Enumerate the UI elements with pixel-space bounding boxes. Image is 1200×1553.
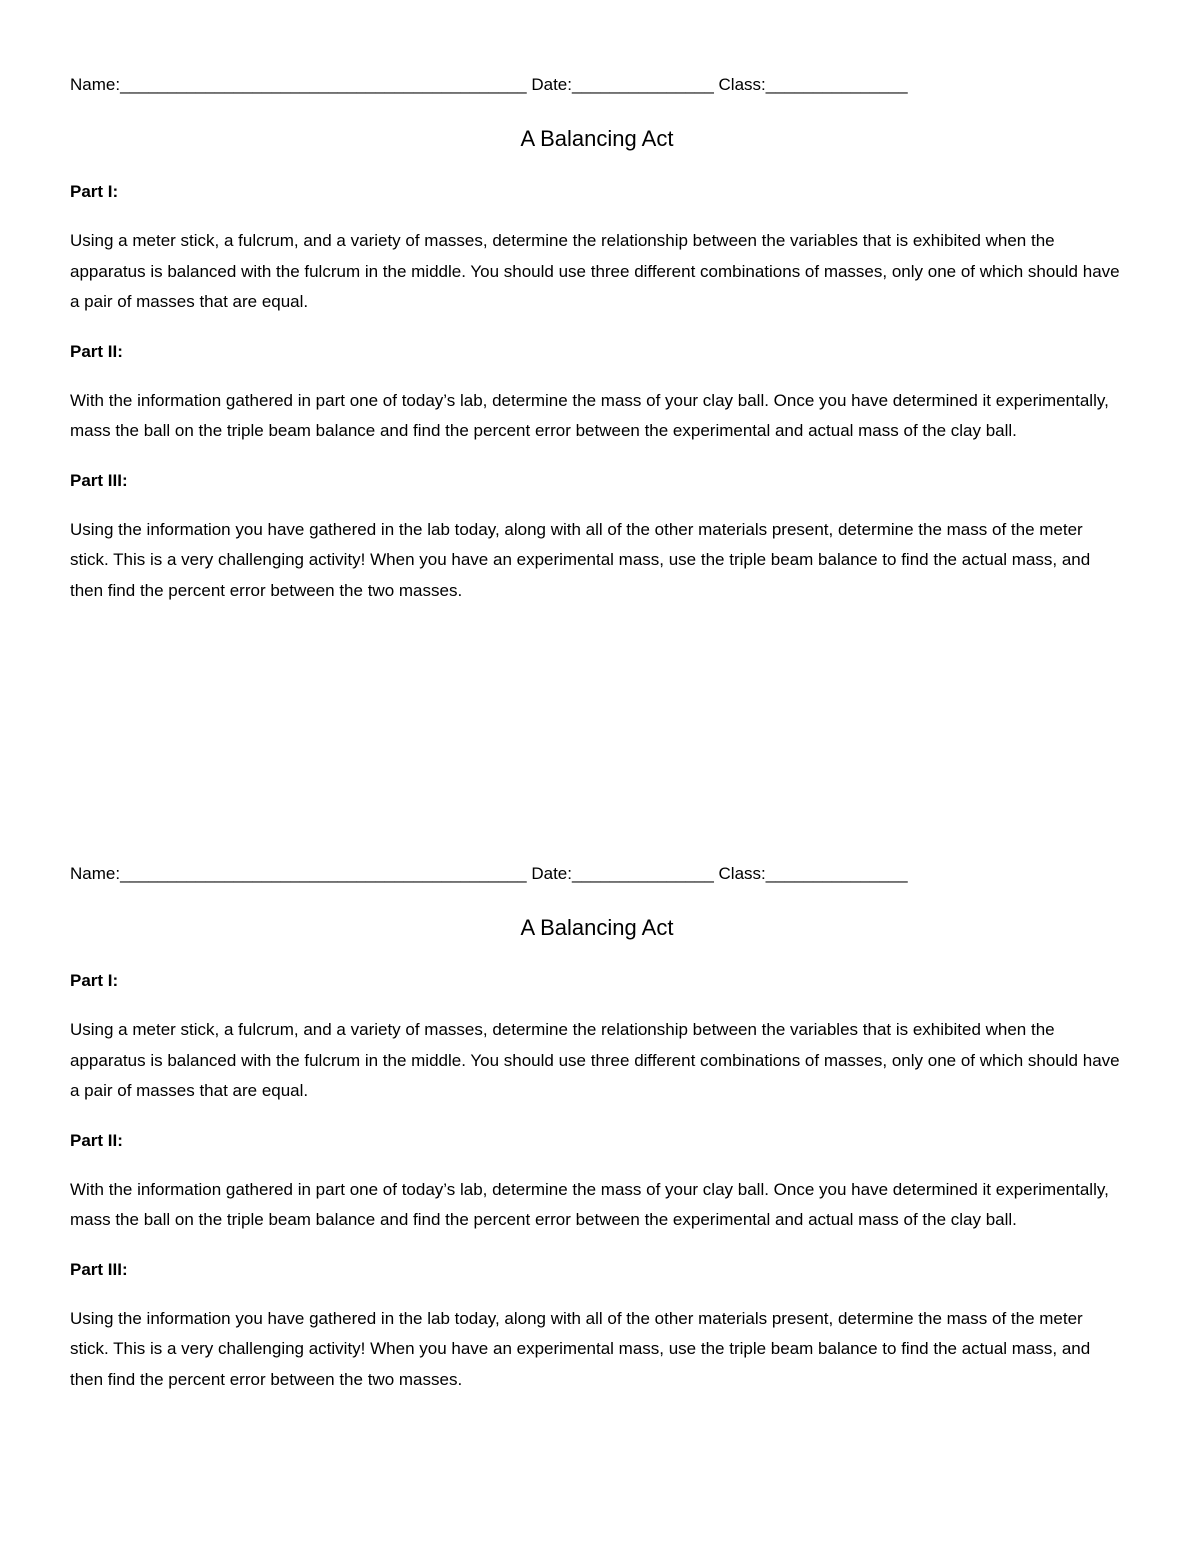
worksheet-title: A Balancing Act (520, 126, 674, 151)
part-3-instructions: Using the information you have gathered in the lab today, along with all of the other materials present, determine the mass of the meter stick. This is a very challenging activity! When you have an experimental mass, use the triple beam balance to find the actual mass, and then find the percent error between the two masses. (70, 519, 1091, 600)
part-2-heading: Part II: (70, 1130, 123, 1150)
part-2-heading: Part II: (70, 341, 123, 361)
worksheet-top (70, 72, 1130, 606)
part-2-instructions: With the information gathered in part one of today’s lab, determine the mass of your clay ball. Once you have determined it experimentally, mass the ball on the triple beam balance and find the percent error between the experimental and actual mass of the clay ball. (70, 1179, 1109, 1229)
part-1-instructions: Using a meter stick, a fulcrum, and a variety of masses, determine the relationship between the variables that is exhibited when the apparatus is balanced with the fulcrum in the middle. You should use three different combinations of masses, only one of which should have a pair of masses that are equal. (70, 1020, 1120, 1100)
part-1-instructions: Using a meter stick, a fulcrum, and a variety of masses, determine the relationship between the variables that is exhibited when the apparatus is balanced with the fulcrum in the middle. You should use three different combinations of masses, only one of which should have a pair of masses that are equal. (70, 231, 1120, 311)
part-3-instructions: Using the information you have gathered in the lab today, along with all of the other materials present, determine the mass of the meter stick. This is a very challenging activity! When you have an experimental mass, use the triple beam balance to find the actual mass, and then find the percent error between the two masses. (70, 1308, 1091, 1389)
part-1-heading: Part I: (70, 182, 119, 201)
worksheet-bottom (70, 861, 1130, 1395)
name-date-class-line: Name:___________________________________________ Date:_______________ Class:_______________ (70, 75, 908, 94)
part-2-instructions: With the information gathered in part one of today’s lab, determine the mass of your clay ball. Once you have determined it experimentally, mass the ball on the triple beam balance and find the percent error between the experimental and actual mass of the clay ball. (70, 390, 1109, 440)
worksheet-title: A Balancing Act (520, 915, 674, 940)
part-1-heading: Part I: (70, 971, 119, 990)
name-date-class-line: Name:___________________________________________ Date:_______________ Class:_______________ (70, 864, 908, 883)
part-3-heading: Part III: (70, 470, 128, 490)
part-3-heading: Part III: (70, 1259, 128, 1279)
